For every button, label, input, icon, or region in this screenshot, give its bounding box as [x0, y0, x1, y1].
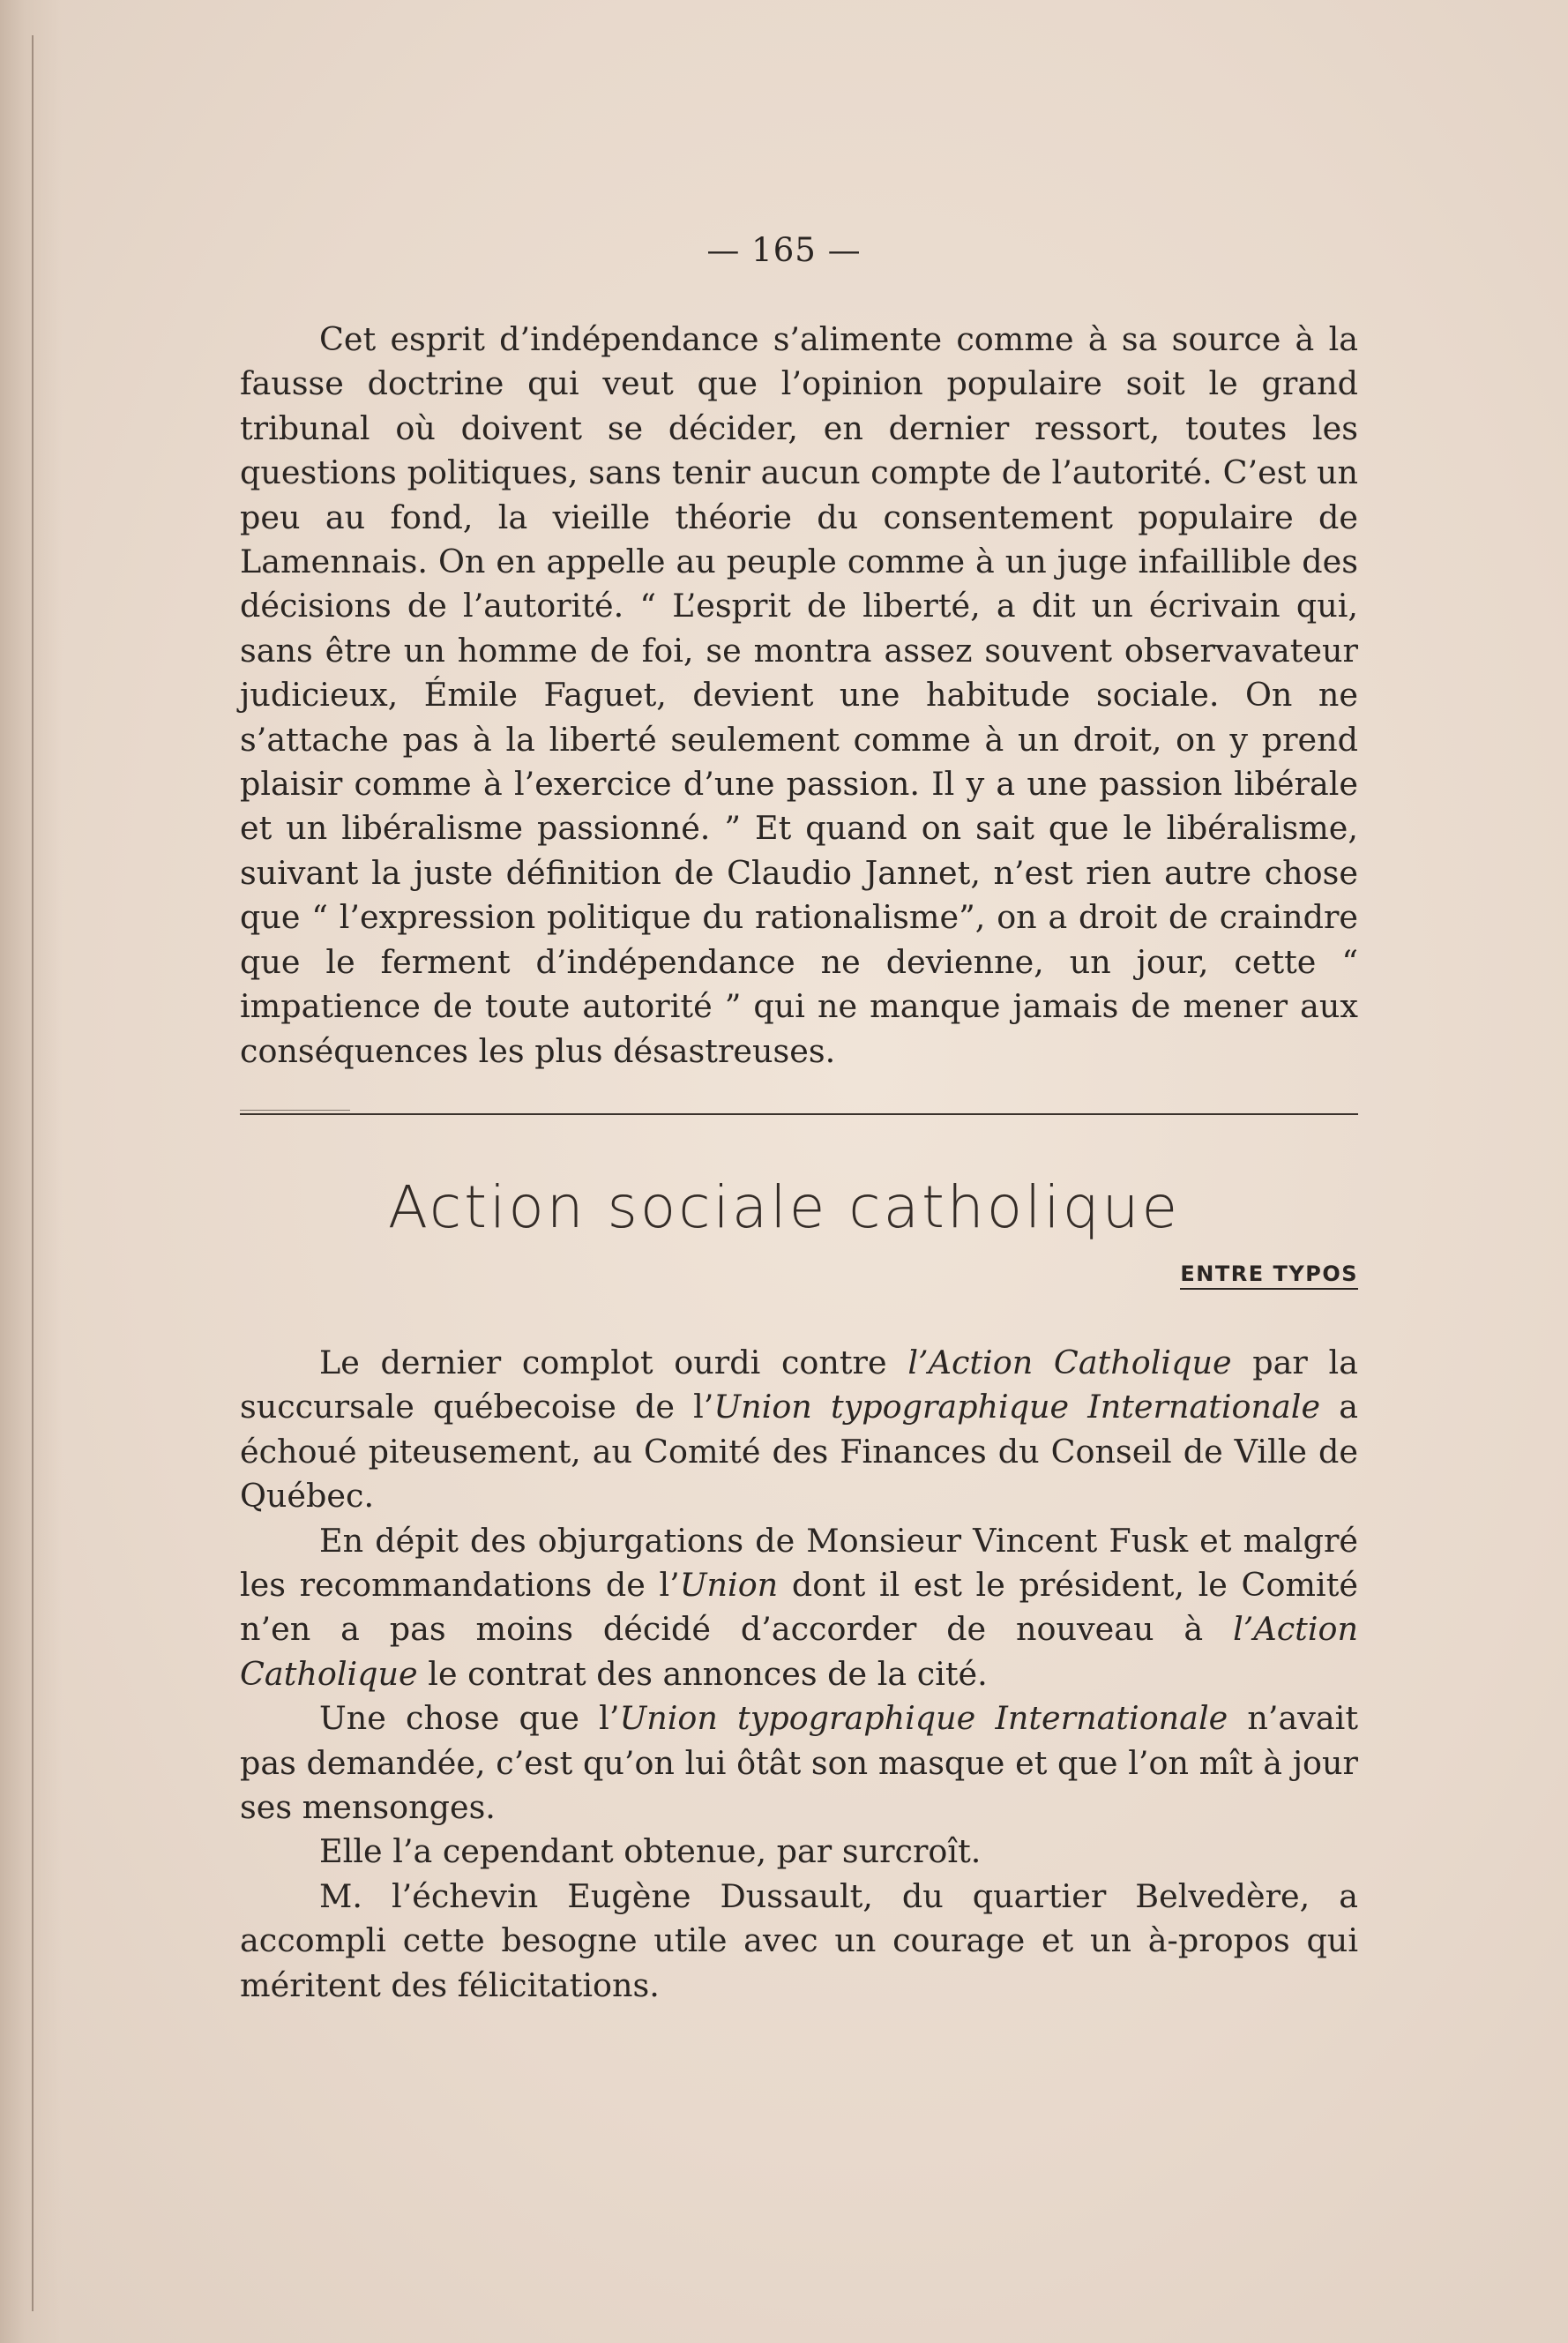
paragraph-text: Cet esprit d’indépendance s’alimente comme à sa source à la fausse doctrine qui veut que l’opinion populaire soit le grand tribunal où doivent se décider, en dernier ressort, toutes les questions politiques, sans tenir aucun compte de l’autorité. C’est un peu au fond, la vieille théorie du consentement populaire de Lamennais. On en appelle au peuple comme à un juge infaillible des décisions de l’autorité. “ L’esprit de liberté, a dit un écrivain qui, sans être un homme de foi, se montra assez souvent observavateur judicieux, Émile Faguet, devient une habitude sociale. On ne s’attache pas à la liberté seulement comme à un droit, on y prend plaisir comme à l’exercice d’une passion. Il y a une passion libérale et un libéralisme passionné. ” Et quand on sait que le libéralisme, suivant la juste définition de Claudio Jannet, n’est rien autre chose que “ l’expression politique du rationalisme”, on a droit de craindre que le ferment d’indépendance ne devienne, un jour, cette “ impatience de toute autorité ” qui ne manque jamais de mener aux conséquences les plus désastreuses.: [240, 320, 1358, 1070]
paragraph: Elle l’a cependant obtenue, par surcroît.: [319, 1832, 982, 1871]
text-run: par la succursale québecoise de l’: [240, 1344, 1358, 1426]
paragraph: [240, 1519, 1358, 1697]
opening-paragraph: [240, 318, 1358, 1074]
text-run: le contrat des annonces de la cité.: [417, 1654, 988, 1693]
paragraph: [240, 1696, 1358, 1830]
text-run: Le dernier complot ourdi contre: [319, 1344, 908, 1381]
italic-run: l’Action Catholique: [240, 1610, 1358, 1693]
page-number: — 165 —: [706, 231, 862, 269]
text-run: dont il est le président, le Comité n’en a pas moins décidé d’accorder de nouveau à: [240, 1566, 1358, 1649]
italic-run: Union typographique Internationale: [619, 1699, 1228, 1738]
short-rule: [240, 1110, 350, 1111]
text-run: n’avait pas demandée, c’est qu’on lui ôtât son masque et que l’on mît à jour ses mensonges.: [240, 1699, 1359, 1827]
paragraph: M. l’échevin Eugène Dussault, du quartier Belvedère, a accompli cette besogne utile avec un courage et un à-propos qui méritent des félicitations.: [240, 1876, 1358, 2004]
text-run: a échoué piteusement, au Comité des Finances du Conseil de Ville de Québec.: [240, 1388, 1358, 1516]
article-subhead: ENTRE TYPOS: [1180, 1261, 1358, 1290]
section-title: Action sociale catholique: [387, 1173, 1181, 1241]
section-divider: [240, 1113, 1358, 1115]
paragraph: [240, 1341, 1358, 1519]
article-body: [240, 1341, 1358, 2008]
binding-edge: [0, 0, 62, 2343]
italic-run: Union typographique Internationale: [713, 1388, 1321, 1426]
text-run: Une chose que l’: [319, 1699, 620, 1738]
italic-run: Union: [679, 1566, 779, 1605]
text-run: En dépit des objurgations de Monsieur Vincent Fusk et malgré les recommandations de l’: [240, 1521, 1358, 1605]
italic-run: l’Action Catholique: [907, 1344, 1232, 1381]
